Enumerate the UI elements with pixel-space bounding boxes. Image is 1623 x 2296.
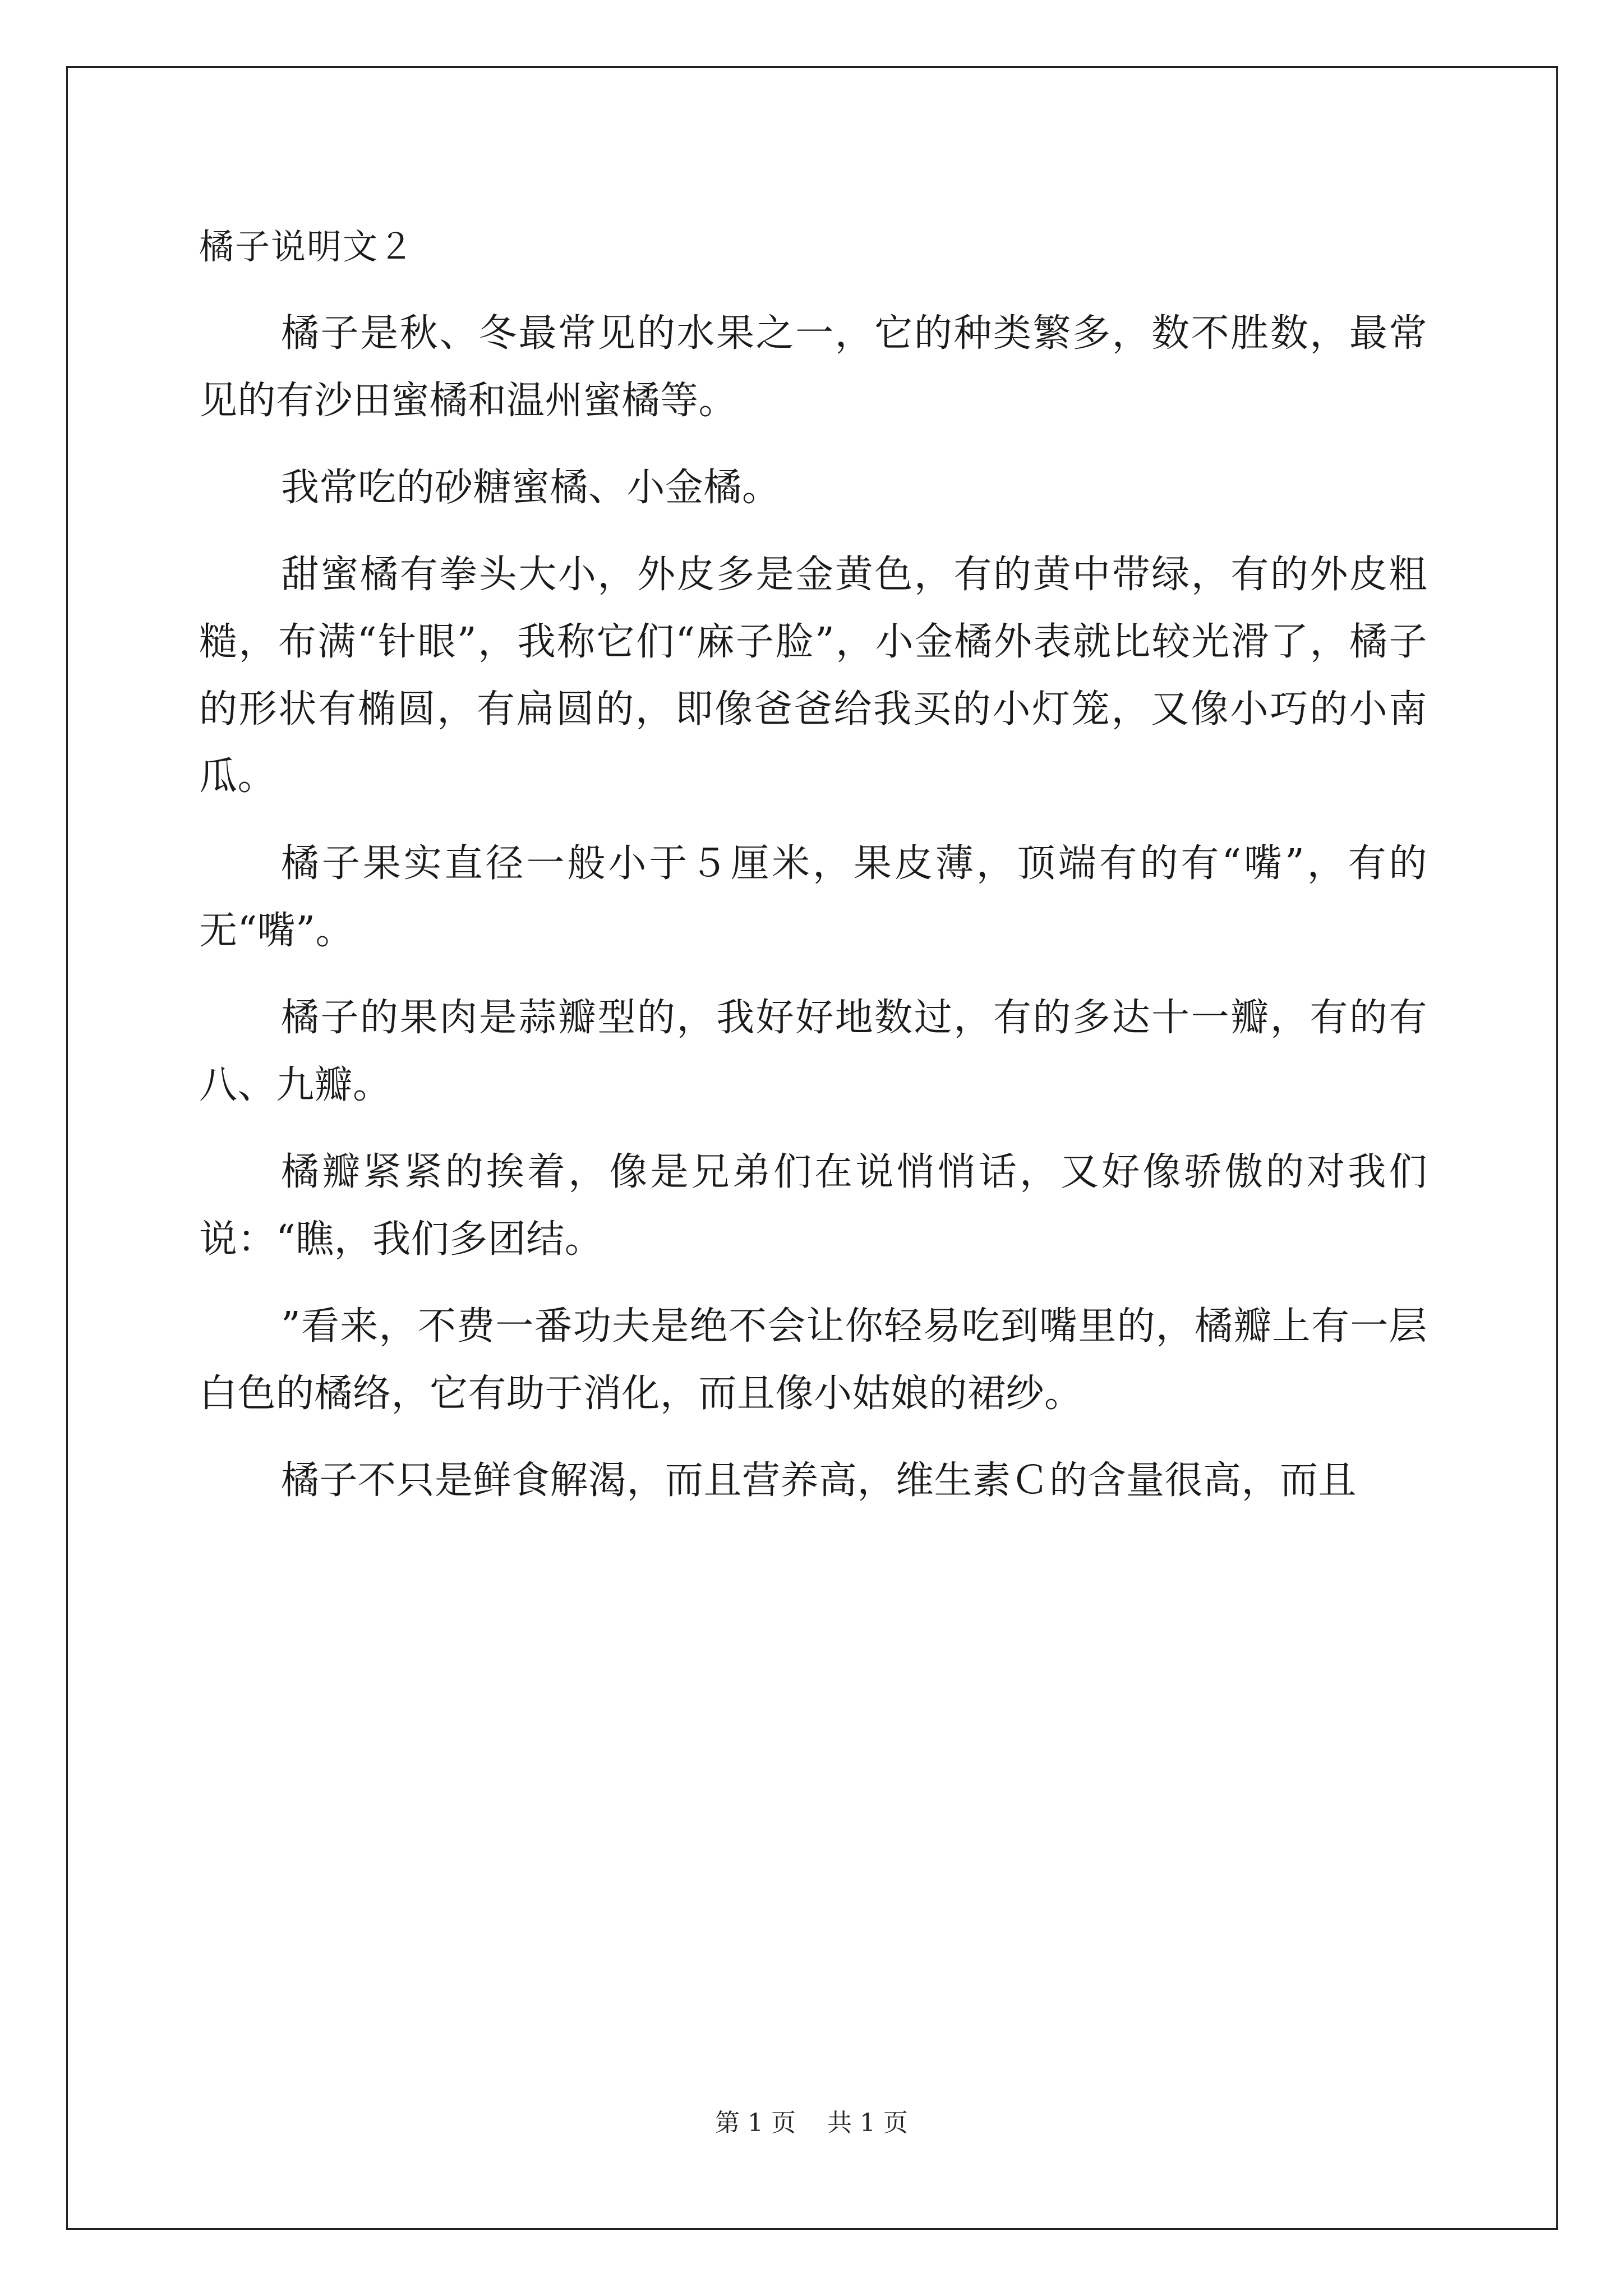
page-number-current: 第 1 页 (715, 2109, 796, 2137)
paragraph-4: 橘子果实直径一般小于５厘米，果皮薄，顶端有的有“嘴”，有的无“嘴”。 (199, 841, 1427, 953)
paragraph-5: 橘子的果肉是蒜瓣型的，我好好地数过，有的多达十一瓣，有的有八、九瓣。 (199, 996, 1427, 1107)
document-title: 橘子说明文２ (199, 226, 415, 267)
paragraph-3: 甜蜜橘有拳头大小，外皮多是金黄色，有的黄中带绿，有的外皮粗糙，布满“针眼”，我称它们“麻子脸”，小金橘外表就比较光滑了，橘子的形状有椭圆，有扁圆的，即像爸爸给我买的小灯笼，又像小巧的小南瓜。 (199, 553, 1427, 799)
paragraph-7: ”看来，不费一番功夫是绝不会让你轻易吃到嘴里的，橘瓣上有一层白色的橘络，它有助于消化，而且像小姑娘的裙纱。 (199, 1304, 1427, 1416)
page-number-total: 共 1 页 (827, 2109, 908, 2137)
paragraph-8: 橘子不只是鲜食解渴，而且营养高，维生素Ｃ的含量很高，而且 (281, 1458, 1357, 1503)
paragraph-2: 我常吃的砂糖蜜橘、小金橘。 (281, 466, 781, 510)
paragraph-1: 橘子是秋、冬最常见的水果之一，它的种类繁多，数不胜数，最常见的有沙田蜜橘和温州蜜橘等。 (199, 311, 1427, 423)
page-footer (0, 2106, 1623, 2140)
paragraph-6: 橘瓣紧紧的挨着，像是兄弟们在说悄悄话，又好像骄傲的对我们说：“瞧，我们多团结。 (199, 1150, 1427, 1262)
document-body (199, 213, 1427, 1534)
